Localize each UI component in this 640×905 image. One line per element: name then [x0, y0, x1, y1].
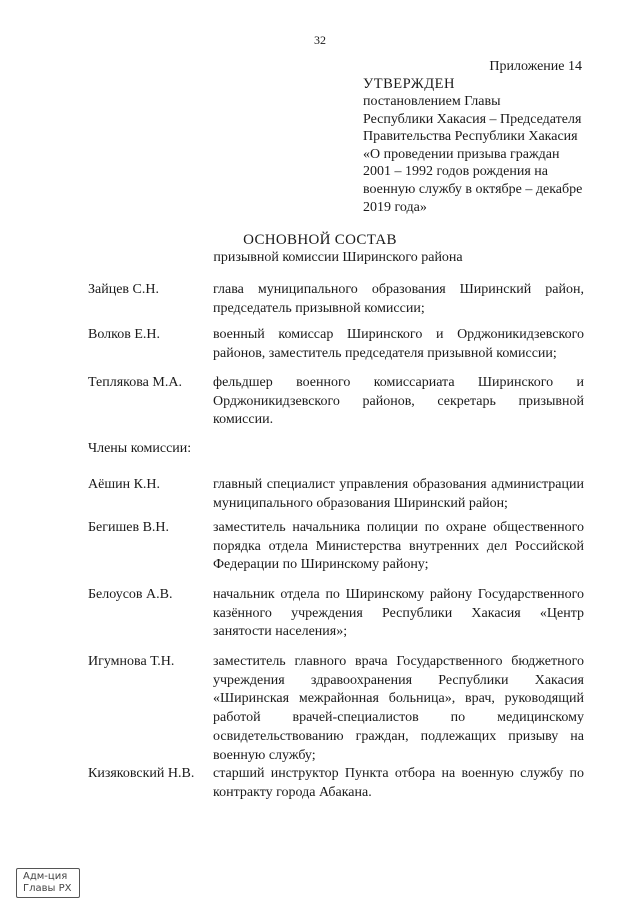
approval-line: Республики Хакасия – Председателя — [363, 111, 582, 127]
member-role-line: районов, заместитель председателя призывной комиссии; — [213, 345, 557, 361]
commission-member — [88, 519, 584, 575]
approval-line: постановлением Главы — [363, 94, 501, 109]
member-role-line: порядка отдела Министерства внутренних дел Российской — [213, 538, 584, 554]
member-role — [213, 476, 584, 513]
member-role-line: Федерации по Ширинскому району; — [213, 557, 429, 573]
member-role-line: старший инструктор Пункта отбора на военную службу по — [213, 766, 584, 781]
member-name: Белоусов А.В. — [88, 587, 173, 602]
commission-member-deputy — [88, 326, 584, 363]
approval-line: военную службу в октябре – декабре — [363, 181, 583, 197]
member-role-line: муниципального образования Ширинский район; — [213, 495, 508, 511]
member-role — [213, 281, 584, 318]
member-role-line: заместитель главного врача Государственного бюджетного — [213, 654, 584, 669]
commission-member-secretary — [88, 374, 584, 430]
appendix-label: Приложение 14 — [489, 59, 582, 74]
member-role-line: фельдшер военного комиссариата Ширинского и — [213, 375, 584, 390]
member-role — [213, 653, 584, 765]
member-role-line: Орджоникидзевского районов, секретарь призывной — [213, 393, 584, 409]
member-role — [213, 586, 584, 642]
member-role-line: глава муниципального образования Ширинский район, — [213, 282, 584, 297]
member-role — [213, 326, 584, 363]
commission-member — [88, 653, 584, 765]
approval-line: Правительства Республики Хакасия — [363, 129, 578, 145]
registration-stamp — [16, 868, 80, 898]
member-role — [213, 374, 584, 430]
member-role — [213, 519, 584, 575]
approval-line: 2001 – 1992 годов рождения на — [363, 164, 549, 180]
member-role-line: военный комиссар Ширинского и Орджоникидзевского — [213, 327, 584, 342]
member-role-line: комиссии. — [213, 412, 274, 428]
commission-member-chairman — [88, 281, 584, 318]
commission-member — [88, 476, 584, 513]
member-role-line: заместитель начальника полиции по охране общественного — [213, 520, 584, 535]
member-role-line: освидетельствованию граждан, подлежащих призыву на — [213, 728, 584, 744]
member-name: Теплякова М.А. — [88, 375, 182, 390]
member-role-line: учреждения здравоохранения Республики Хакасия — [213, 672, 584, 688]
member-name: Волков Е.Н. — [88, 327, 161, 342]
stamp-line: Адм-ция — [23, 871, 68, 882]
member-role-line: «Ширинская межрайонная больница», врач, руководящий — [213, 691, 584, 707]
document-title: ОСНОВНОЙ СОСТАВ — [243, 232, 397, 248]
member-role-line: работой врачей-специалистов по медицинскому — [213, 710, 584, 726]
document-subtitle: призывной комиссии Ширинского района — [213, 250, 463, 265]
member-role-line: военную службу; — [213, 747, 316, 763]
member-role-line: начальник отдела по Ширинскому району Государственного — [213, 587, 584, 602]
member-role-line: председатель призывной комиссии; — [213, 300, 425, 316]
approval-title: УТВЕРЖДЕН — [363, 76, 455, 92]
page-number: 32 — [314, 33, 326, 47]
stamp-line: Главы РХ — [23, 883, 72, 894]
approval-line: 2019 года» — [363, 199, 427, 215]
commission-member — [88, 586, 584, 642]
member-role-line: главный специалист управления образования администрации — [213, 477, 584, 492]
member-role — [213, 765, 584, 802]
approval-block — [363, 75, 593, 216]
member-name: Игумнова Т.Н. — [88, 654, 175, 669]
member-name: Кизяковский Н.В. — [88, 766, 195, 781]
approval-line: «О проведении призыва граждан — [363, 146, 560, 162]
member-role-line: контракту города Абакана. — [213, 784, 372, 800]
member-name: Аёшин К.Н. — [88, 477, 161, 492]
member-name: Зайцев С.Н. — [88, 282, 159, 297]
member-name: Бегишев В.Н. — [88, 520, 170, 535]
members-heading: Члены комиссии: — [88, 441, 192, 456]
member-role-line: казённого учреждения Республики Хакасия «Центр — [213, 605, 584, 621]
member-role-line: занятости населения»; — [213, 624, 348, 640]
commission-member — [88, 765, 584, 802]
